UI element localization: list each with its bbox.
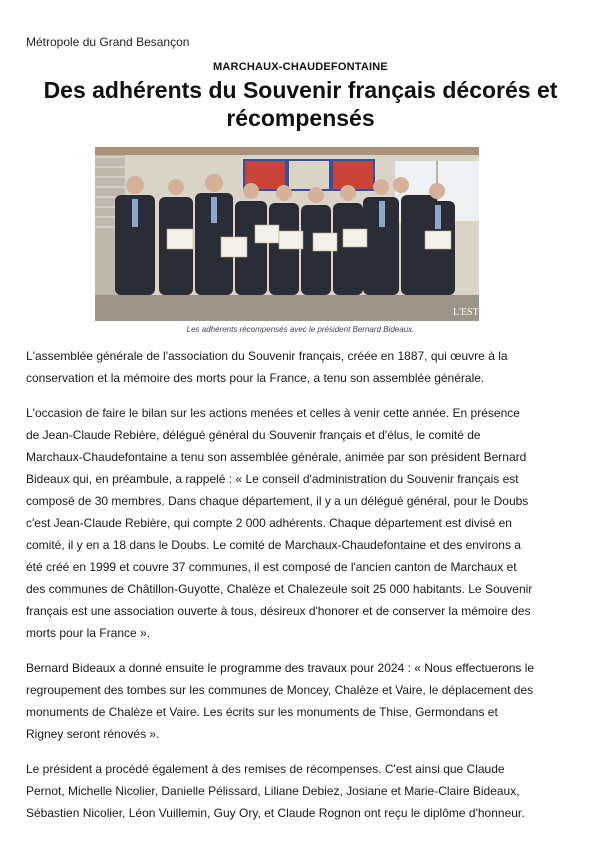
paragraph-line: c'est Jean-Claude Rebière, qui compte 2 000 adhérents. Chaque département est divisé en <box>26 516 512 530</box>
location-kicker: MARCHAUX-CHAUDEFONTAINE <box>213 61 388 73</box>
paragraph-line: Sébastien Nicolier, Léon Vuillemin, Guy Ory, et Claude Rognon ont reçu le diplôme d'honneur. <box>26 806 525 820</box>
article-paragraph <box>26 758 578 824</box>
paragraph-line: Rigney seront rénovés ». <box>26 727 160 741</box>
paragraph-line: Le président a procédé également à des remises de récompenses. C'est ainsi que Claude <box>26 762 505 776</box>
paragraph-line: comité, il y en a 18 dans le Doubs. Le comité de Marchaux-Chaudefontaine et des environs a <box>26 538 521 552</box>
article-headline: Des adhérents du Souvenir français décorés et récompensés <box>43 77 558 131</box>
article-paragraph <box>26 402 578 644</box>
paragraph-line: L'assemblée générale de l'association du Souvenir français, créée en 1887, qui œuvre à la <box>26 349 508 363</box>
article-paragraph <box>26 345 578 389</box>
paragraph-line: été créé en 1999 et couvre 37 communes, il est composé de l'ancien canton de Marchaux et <box>26 560 517 574</box>
paragraph-line: Bernard Bideaux a donné ensuite le programme des travaux pour 2024 : « Nous effectuerons le <box>26 661 535 675</box>
paragraph-line: des communes de Châtillon-Guyotte, Chalèze et Chalezeule soit 25 000 habitants. Le Souvenir <box>26 582 533 596</box>
paragraph-line: monuments de Chalèze et Vaire. Les écrits sur les monuments de Thise, Germondans et <box>26 705 498 719</box>
paragraph-line: Pernot, Michelle Nicolier, Danielle Pélissard, Liliane Debiez, Josiane et Marie-Claire Bideaux, <box>26 784 520 798</box>
article-body <box>26 345 578 837</box>
photo-caption: Les adhérents récompensés avec le président Bernard Bideaux. <box>186 325 415 334</box>
paragraph-line: Marchaux-Chaudefontaine a tenu son assemblée générale, animée par son président Bernard <box>26 450 527 464</box>
article-paragraph <box>26 657 578 745</box>
paragraph-line: de Jean-Claude Rebière, délégué général du Souvenir français et d'élus, le comité de <box>26 428 481 442</box>
paragraph-line: conservation et la mémoire des morts pour la France, a tenu son assemblée générale. <box>26 371 485 385</box>
paragraph-line: français est une association ouverte à tous, désireux d'honorer et de conserver la mémoire des <box>26 604 531 618</box>
paragraph-line: morts pour la France ». <box>26 626 151 640</box>
paragraph-line: Bideaux qui, en préambule, a rappelé : « Le conseil d'administration du Souvenir français est <box>26 472 519 486</box>
paragraph-line: L'occasion de faire le bilan sur les actions menées et celles à venir cette année. En présence <box>26 406 520 420</box>
paragraph-line: regroupement des tombes sur les communes de Moncey, Chalèze et Vaire, le déplacement des <box>26 683 534 697</box>
source-label: Métropole du Grand Besançon <box>26 35 190 49</box>
group-photo <box>95 147 479 321</box>
paragraph-line: composé de 30 membres. Dans chaque département, il y a un délégué général, pour le Doubs <box>26 494 529 508</box>
photo-watermark: L'EST <box>453 307 479 318</box>
